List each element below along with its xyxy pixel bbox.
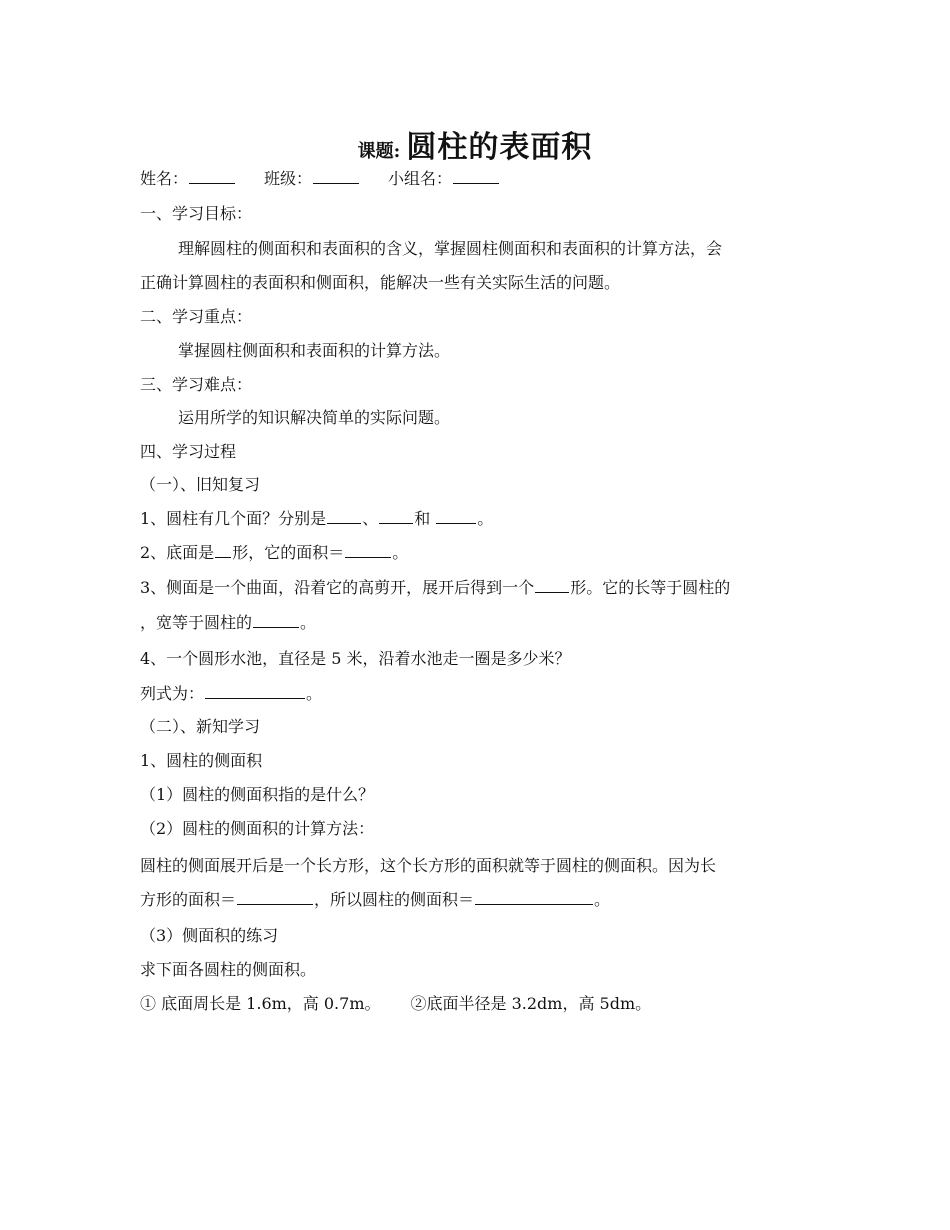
p2-end: 。 (594, 890, 611, 909)
new-paragraph-1: 圆柱的侧面展开后是一个长方形，这个长方形的面积就等于圆柱的侧面积。因为长 (140, 856, 717, 875)
exercise-line (140, 993, 651, 1015)
review-question-1 (140, 508, 493, 530)
formula-label: 列式为： (140, 684, 205, 703)
q2-blank-1[interactable] (215, 543, 231, 558)
group-label: 小组名： (388, 169, 453, 188)
group-blank[interactable] (453, 169, 499, 184)
review-question-3 (140, 577, 730, 599)
formula-line (140, 683, 322, 705)
q1-blank-2[interactable] (379, 509, 413, 524)
goals-text-2: 正确计算圆柱的表面积和侧面积，能解决一些有关实际生活的问题。 (140, 273, 621, 292)
q2-end: 。 (392, 543, 409, 562)
info-line (140, 168, 500, 190)
q1-sep: 、 (362, 509, 379, 528)
q2-text-2: 形，它的面积＝ (232, 543, 345, 562)
difficulties-text: 运用所学的知识解决简单的实际问题。 (178, 408, 451, 427)
new-question-3: （3）侧面积的练习 (140, 926, 279, 945)
q1-text: 1、圆柱有几个面？分别是 (140, 509, 327, 528)
title-main: 圆柱的表面积 (406, 130, 593, 165)
p2-blank-1[interactable] (237, 890, 313, 905)
goals-text-1: 理解圆柱的侧面积和表面积的含义，掌握圆柱侧面积和表面积的计算方法，会 (178, 239, 723, 258)
q1-and: 和 (414, 509, 436, 528)
p2-blank-2[interactable] (475, 890, 593, 905)
q3-text-3: ，宽等于圆柱的 (140, 613, 253, 632)
formula-blank[interactable] (205, 684, 305, 699)
formula-end: 。 (306, 684, 323, 703)
q1-blank-1[interactable] (327, 509, 361, 524)
key-points-text: 掌握圆柱侧面积和表面积的计算方法。 (178, 341, 451, 360)
new-question-1: （1）圆柱的侧面积指的是什么？ (140, 785, 375, 804)
key-points-heading: 二、学习重点： (140, 307, 253, 326)
q3-end: 。 (300, 613, 317, 632)
goals-heading: 一、学习目标： (140, 204, 253, 223)
class-label: 班级： (264, 169, 313, 188)
name-label: 姓名： (140, 169, 189, 188)
difficulties-heading: 三、学习难点： (140, 375, 253, 394)
review-heading: （一）、旧知复习 (140, 475, 261, 494)
new-heading: （二）、新知学习 (140, 717, 261, 736)
new-section-1: 1、圆柱的侧面积 (140, 751, 263, 770)
q3-text-2: 形。它的长等于圆柱的 (570, 578, 731, 597)
p2-text: 方形的面积＝ (140, 890, 237, 909)
name-blank[interactable] (189, 169, 235, 184)
review-question-4: 4、一个圆形水池，直径是 5 米，沿着水池走一圈是多少米？ (140, 649, 571, 668)
exercise-prompt: 求下面各圆柱的侧面积。 (140, 960, 317, 979)
process-heading: 四、学习过程 (140, 442, 237, 461)
exercise-1: ① 底面周长是 1.6m，高 0.7m。 (140, 994, 381, 1013)
q1-end: 。 (477, 509, 494, 528)
page-title (0, 122, 950, 166)
title-prefix: 课题: (357, 141, 401, 162)
q3-blank-2[interactable] (253, 613, 299, 628)
q2-text: 2、底面是 (140, 543, 215, 562)
class-blank[interactable] (313, 169, 359, 184)
new-paragraph-2 (140, 889, 610, 911)
q3-blank-1[interactable] (535, 578, 569, 593)
q2-blank-2[interactable] (345, 543, 391, 558)
review-question-3-cont (140, 612, 316, 634)
q3-text: 3、侧面是一个曲面，沿着它的高剪开，展开后得到一个 (140, 578, 535, 597)
p2-text-2: ，所以圆柱的侧面积＝ (314, 890, 475, 909)
review-question-2 (140, 542, 408, 564)
q1-blank-3[interactable] (436, 509, 476, 524)
new-question-2: （2）圆柱的侧面积的计算方法： (140, 819, 375, 838)
exercise-2: ②底面半径是 3.2dm，高 5dm。 (410, 994, 652, 1013)
